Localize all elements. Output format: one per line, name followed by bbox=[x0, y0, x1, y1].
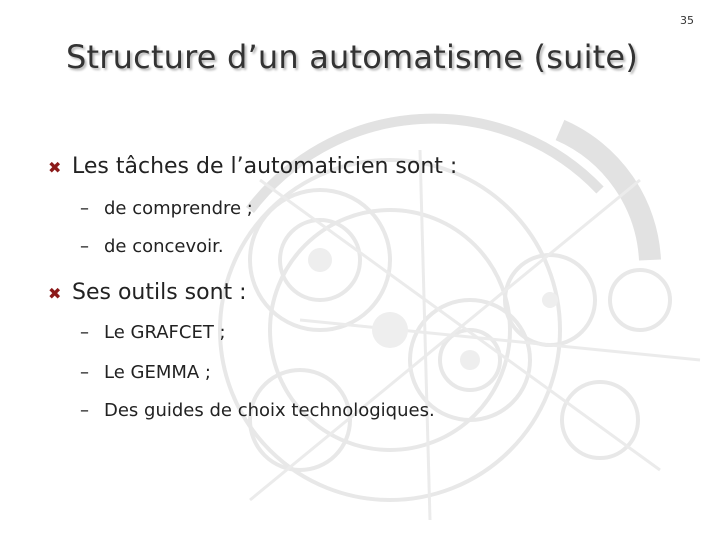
dash-marker: – bbox=[80, 236, 89, 257]
dash-marker: – bbox=[80, 198, 89, 219]
cross-bullet-icon: ✖ bbox=[48, 284, 62, 303]
page-number: 35 bbox=[680, 14, 694, 27]
bullet-tools bbox=[42, 280, 247, 305]
sub-item-text: Des guides de choix technologiques. bbox=[104, 400, 435, 421]
dash-marker: – bbox=[80, 400, 89, 421]
bullet-text: Ses outils sont : bbox=[72, 280, 247, 305]
sub-item-grafcet bbox=[80, 322, 226, 343]
sub-item-text: de concevoir. bbox=[104, 236, 224, 257]
sub-item-comprendre bbox=[80, 198, 253, 219]
sub-item-gemma bbox=[80, 362, 211, 383]
sub-item-text: Le GEMMA ; bbox=[104, 362, 211, 383]
dash-marker: – bbox=[80, 362, 89, 383]
slide-title: Structure d’un automatisme (suite) bbox=[65, 38, 639, 76]
bullet-tasks bbox=[42, 154, 457, 179]
sub-item-text: Le GRAFCET ; bbox=[104, 322, 226, 343]
cross-bullet-icon: ✖ bbox=[48, 158, 62, 177]
dash-marker: – bbox=[80, 322, 89, 343]
bullet-text: Les tâches de l’automaticien sont : bbox=[72, 154, 458, 179]
sub-item-text: de comprendre ; bbox=[104, 198, 253, 219]
sub-item-concevoir bbox=[80, 236, 224, 257]
sub-item-guides bbox=[80, 400, 435, 421]
